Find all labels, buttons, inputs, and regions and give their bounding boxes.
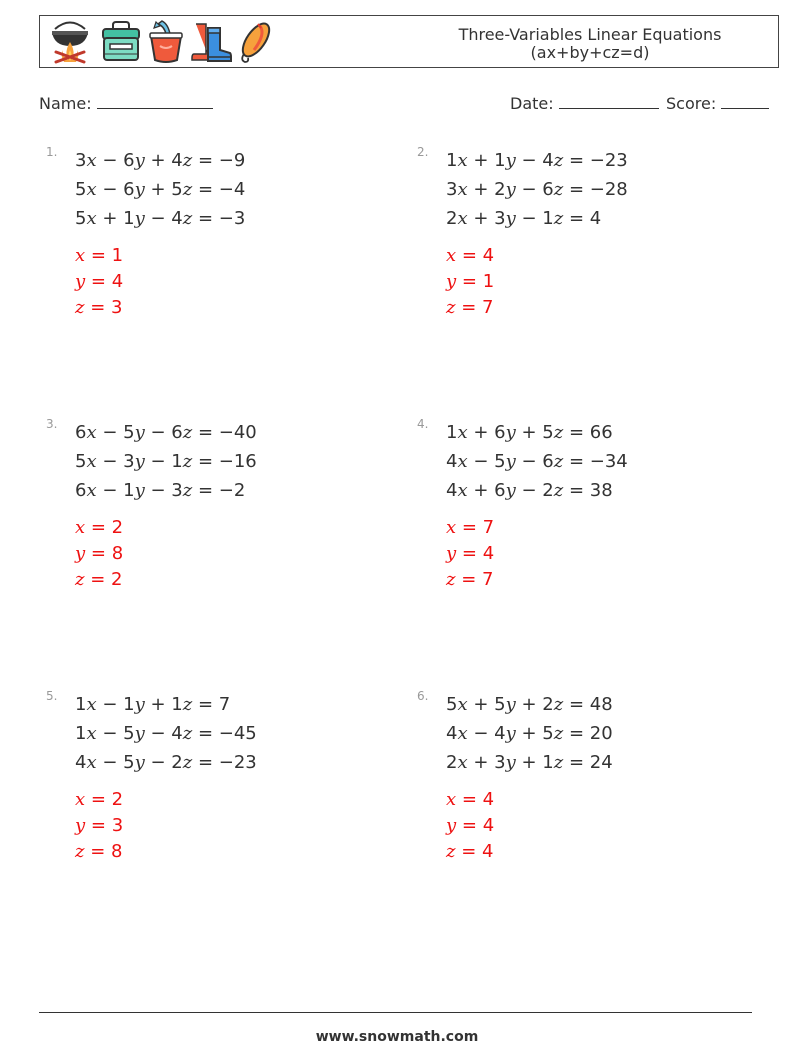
term: − 4 xyxy=(144,208,183,229)
term: − 5 xyxy=(96,422,135,443)
term: − 1 xyxy=(515,208,554,229)
term: − 4 xyxy=(515,150,554,171)
worksheet-header xyxy=(39,15,779,68)
problem-number: 5. xyxy=(46,689,58,703)
term: 3 xyxy=(75,150,87,171)
variable: z xyxy=(553,208,564,229)
equation xyxy=(446,752,646,778)
term: + 6 xyxy=(467,422,506,443)
term: + 4 xyxy=(144,150,183,171)
term: − 1 xyxy=(144,451,183,472)
answer-variable: y xyxy=(446,815,457,836)
variable: z xyxy=(553,694,564,715)
answer-variable: x xyxy=(446,517,457,538)
answer xyxy=(75,517,123,538)
variable: y xyxy=(134,752,145,773)
term: − 4 xyxy=(144,723,183,744)
answer xyxy=(75,815,123,836)
answer-value: = 4 xyxy=(456,815,495,836)
term: 5 xyxy=(75,208,87,229)
rubber-boots-icon xyxy=(190,20,232,64)
answer xyxy=(446,271,494,292)
term: = 20 xyxy=(563,723,613,744)
variable: y xyxy=(134,179,145,200)
answer-value: = 7 xyxy=(455,569,494,590)
term: − 1 xyxy=(96,694,135,715)
term: + 6 xyxy=(467,480,506,501)
term: + 1 xyxy=(467,150,506,171)
score-field[interactable] xyxy=(666,93,769,113)
equation xyxy=(446,179,646,205)
name-blank[interactable] xyxy=(97,93,213,109)
answer-variable: z xyxy=(75,841,85,862)
equation xyxy=(446,451,646,477)
equation xyxy=(75,422,275,448)
camping-pot-icon xyxy=(46,20,94,64)
variable: z xyxy=(182,422,193,443)
variable: y xyxy=(505,723,516,744)
term: 1 xyxy=(75,694,87,715)
answer-variable: z xyxy=(75,297,85,318)
term: − 2 xyxy=(515,480,554,501)
answer-variable: y xyxy=(446,543,457,564)
term: = −23 xyxy=(563,150,628,171)
term: − 5 xyxy=(96,723,135,744)
variable: y xyxy=(505,752,516,773)
variable: y xyxy=(505,179,516,200)
term: = 24 xyxy=(563,752,613,773)
term: + 2 xyxy=(515,694,554,715)
answer-variable: y xyxy=(75,271,86,292)
variable: z xyxy=(182,752,193,773)
answer-variable: z xyxy=(446,569,456,590)
answer xyxy=(75,789,123,810)
answer xyxy=(446,543,494,564)
term: 1 xyxy=(446,422,458,443)
term: + 1 xyxy=(144,694,183,715)
page-subtitle: (ax+by+cz=d) xyxy=(530,43,650,62)
footer-url: www.snowmath.com xyxy=(315,1029,479,1045)
cooler-box-icon xyxy=(100,20,142,64)
variable: x xyxy=(457,451,468,472)
answer-variable: x xyxy=(446,789,457,810)
problem-2 xyxy=(417,145,717,375)
equation xyxy=(75,480,275,506)
term: = −2 xyxy=(192,480,246,501)
variable: z xyxy=(553,179,564,200)
equation xyxy=(75,752,275,778)
problem-number: 4. xyxy=(417,417,429,431)
name-field[interactable] xyxy=(39,93,213,113)
term: = −23 xyxy=(192,752,257,773)
answer-variable: z xyxy=(446,297,456,318)
answer-value: = 4 xyxy=(455,841,494,862)
equation xyxy=(75,208,275,234)
problem-number: 1. xyxy=(46,145,58,159)
answer xyxy=(446,517,494,538)
term: 5 xyxy=(446,694,458,715)
answer-value: = 7 xyxy=(455,297,494,318)
answer-value: = 4 xyxy=(85,271,124,292)
answer-variable: x xyxy=(75,517,86,538)
variable: z xyxy=(553,422,564,443)
term: − 6 xyxy=(515,451,554,472)
term: − 6 xyxy=(144,422,183,443)
problem-6 xyxy=(417,689,717,919)
variable: x xyxy=(86,422,97,443)
variable: z xyxy=(182,451,193,472)
variable: x xyxy=(86,480,97,501)
answer xyxy=(446,841,493,862)
problem-5 xyxy=(46,689,346,919)
term: = 38 xyxy=(563,480,613,501)
variable: x xyxy=(86,208,97,229)
variable: y xyxy=(134,422,145,443)
term: + 3 xyxy=(467,752,506,773)
term: = −28 xyxy=(563,179,628,200)
footer-divider xyxy=(39,1012,752,1013)
answer xyxy=(446,569,493,590)
variable: z xyxy=(553,752,564,773)
equation xyxy=(446,723,646,749)
term: = −40 xyxy=(192,422,257,443)
term: + 1 xyxy=(515,752,554,773)
header-icons xyxy=(46,19,274,65)
term: 3 xyxy=(446,179,458,200)
term: + 5 xyxy=(467,694,506,715)
date-label: Date: xyxy=(510,94,554,113)
equation xyxy=(446,208,646,234)
variable: y xyxy=(134,694,145,715)
answer-value: = 2 xyxy=(85,517,124,538)
term: − 6 xyxy=(96,179,135,200)
answer-value: = 4 xyxy=(456,789,495,810)
variable: z xyxy=(553,150,564,171)
problem-3 xyxy=(46,417,346,647)
answer-variable: z xyxy=(75,569,85,590)
score-label: Score: xyxy=(666,94,717,113)
variable: x xyxy=(457,179,468,200)
variable: y xyxy=(134,723,145,744)
variable: z xyxy=(182,723,193,744)
answer xyxy=(75,297,122,318)
term: − 2 xyxy=(144,752,183,773)
variable: y xyxy=(134,150,145,171)
answer xyxy=(75,569,122,590)
variable: x xyxy=(457,422,468,443)
answer-value: = 4 xyxy=(456,543,495,564)
term: = −9 xyxy=(192,150,246,171)
term: − 6 xyxy=(96,150,135,171)
answer-value: = 8 xyxy=(84,841,123,862)
term: − 1 xyxy=(96,480,135,501)
variable: x xyxy=(457,694,468,715)
term: = 7 xyxy=(192,694,231,715)
answer xyxy=(75,245,123,266)
term: + 3 xyxy=(467,208,506,229)
answer-value: = 8 xyxy=(85,543,124,564)
variable: y xyxy=(134,480,145,501)
term: = 4 xyxy=(563,208,602,229)
term: 5 xyxy=(75,179,87,200)
score-blank[interactable] xyxy=(721,93,769,109)
answer-variable: y xyxy=(446,271,457,292)
variable: x xyxy=(86,150,97,171)
answer xyxy=(75,271,123,292)
fish-bucket-icon xyxy=(148,20,184,64)
variable: z xyxy=(182,150,193,171)
equation xyxy=(446,150,646,176)
answer xyxy=(75,841,122,862)
equation xyxy=(446,480,646,506)
term: 4 xyxy=(75,752,87,773)
answer-variable: y xyxy=(75,543,86,564)
answer-variable: x xyxy=(75,245,86,266)
term: + 5 xyxy=(515,422,554,443)
answer-variable: x xyxy=(446,245,457,266)
answer-value: = 2 xyxy=(84,569,123,590)
term: − 3 xyxy=(96,451,135,472)
variable: x xyxy=(86,179,97,200)
term: 5 xyxy=(75,451,87,472)
variable: x xyxy=(457,150,468,171)
variable: x xyxy=(457,480,468,501)
answer-variable: x xyxy=(75,789,86,810)
variable: z xyxy=(182,480,193,501)
variable: y xyxy=(134,451,145,472)
answer-value: = 3 xyxy=(85,815,124,836)
answer-variable: z xyxy=(446,841,456,862)
variable: y xyxy=(134,208,145,229)
variable: x xyxy=(457,752,468,773)
answer xyxy=(446,245,494,266)
variable: z xyxy=(553,723,564,744)
term: 4 xyxy=(446,451,458,472)
term: + 5 xyxy=(515,723,554,744)
term: − 5 xyxy=(96,752,135,773)
answer-value: = 1 xyxy=(456,271,495,292)
variable: z xyxy=(553,451,564,472)
variable: y xyxy=(505,451,516,472)
term: 2 xyxy=(446,752,458,773)
answer-value: = 2 xyxy=(85,789,124,810)
term: − 5 xyxy=(467,451,506,472)
variable: x xyxy=(86,723,97,744)
variable: z xyxy=(182,208,193,229)
answer xyxy=(75,543,123,564)
variable: x xyxy=(86,451,97,472)
problem-4 xyxy=(417,417,717,647)
term: = −45 xyxy=(192,723,257,744)
term: = 66 xyxy=(563,422,613,443)
term: + 5 xyxy=(144,179,183,200)
term: − 6 xyxy=(515,179,554,200)
variable: y xyxy=(505,480,516,501)
worksheet-title xyxy=(410,26,770,62)
fishing-lure-icon xyxy=(238,20,274,64)
variable: x xyxy=(86,694,97,715)
variable: y xyxy=(505,694,516,715)
term: 4 xyxy=(446,480,458,501)
equation xyxy=(446,422,646,448)
problem-number: 6. xyxy=(417,689,429,703)
variable: z xyxy=(553,480,564,501)
answer-value: = 1 xyxy=(85,245,124,266)
variable: x xyxy=(457,723,468,744)
term: 2 xyxy=(446,208,458,229)
equation xyxy=(75,694,275,720)
term: = −4 xyxy=(192,179,246,200)
page-title: Three-Variables Linear Equations xyxy=(458,25,722,44)
term: 6 xyxy=(75,422,87,443)
equation xyxy=(75,179,275,205)
term: = 48 xyxy=(563,694,613,715)
answer-variable: y xyxy=(75,815,86,836)
term: + 2 xyxy=(467,179,506,200)
equation xyxy=(75,150,275,176)
problem-1 xyxy=(46,145,346,375)
term: 1 xyxy=(75,723,87,744)
term: = −34 xyxy=(563,451,628,472)
variable: z xyxy=(182,179,193,200)
term: − 4 xyxy=(467,723,506,744)
term: − 3 xyxy=(144,480,183,501)
variable: x xyxy=(457,208,468,229)
term: = −16 xyxy=(192,451,257,472)
answer xyxy=(446,297,493,318)
variable: y xyxy=(505,150,516,171)
term: 4 xyxy=(446,723,458,744)
variable: z xyxy=(182,694,193,715)
problem-number: 2. xyxy=(417,145,429,159)
term: = −3 xyxy=(192,208,246,229)
name-label: Name: xyxy=(39,94,92,113)
equation xyxy=(446,694,646,720)
answer-value: = 4 xyxy=(456,245,495,266)
answer-value: = 7 xyxy=(456,517,495,538)
answer xyxy=(446,815,494,836)
answer-value: = 3 xyxy=(84,297,123,318)
variable: x xyxy=(86,752,97,773)
equation xyxy=(75,723,275,749)
date-field[interactable] xyxy=(510,93,659,113)
variable: y xyxy=(505,422,516,443)
problem-number: 3. xyxy=(46,417,58,431)
equation xyxy=(75,451,275,477)
variable: y xyxy=(505,208,516,229)
answer xyxy=(446,789,494,810)
term: 6 xyxy=(75,480,87,501)
term: + 1 xyxy=(96,208,135,229)
term: 1 xyxy=(446,150,458,171)
date-blank[interactable] xyxy=(559,93,659,109)
